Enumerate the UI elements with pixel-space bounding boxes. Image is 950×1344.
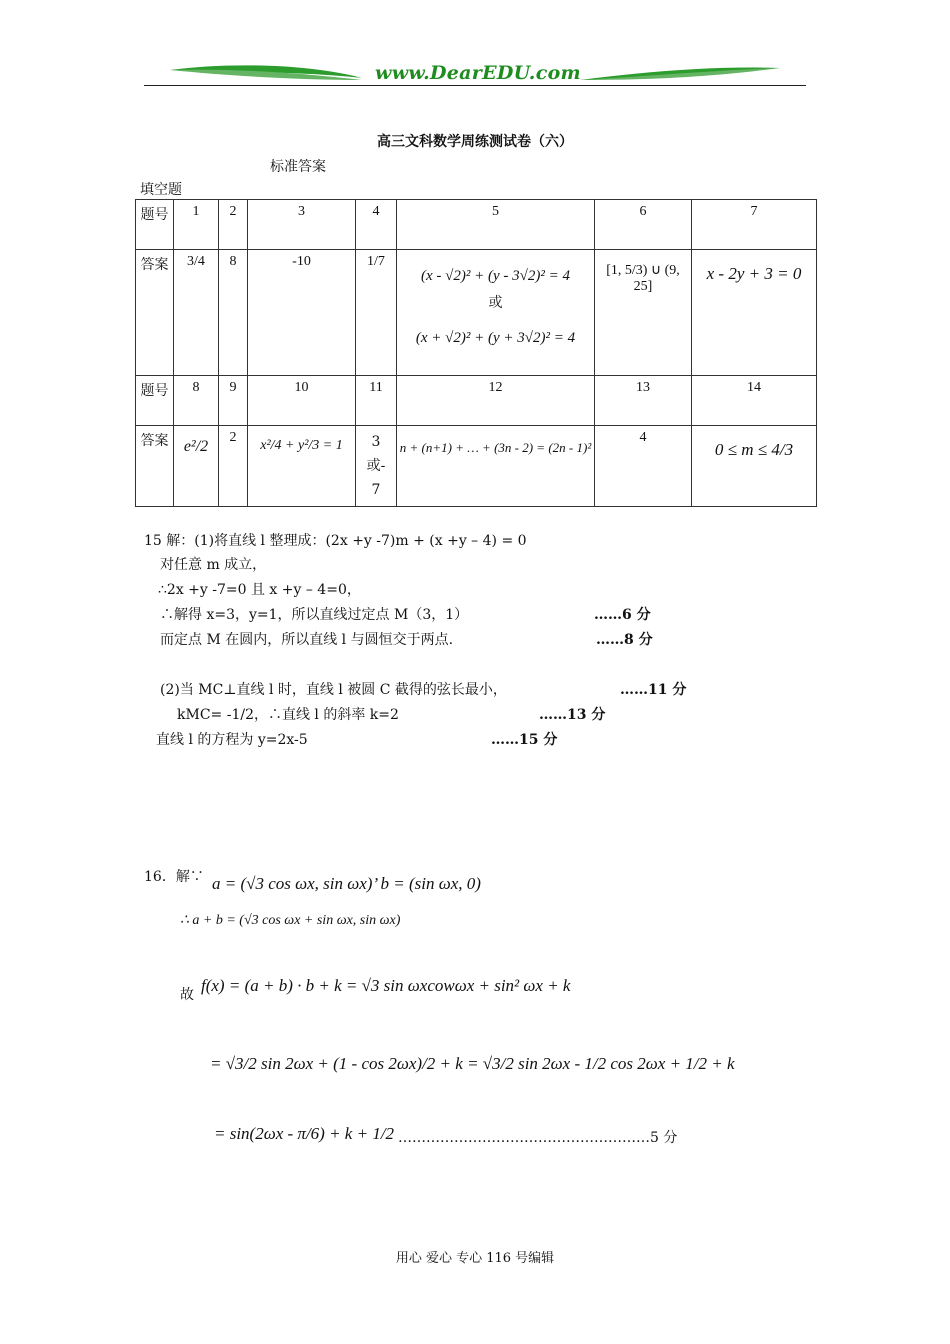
cell-number: 12: [397, 376, 595, 426]
q16-line-4-math: = √3/2 sin 2ωx + (1 - cos 2ωx)/2 + k = √3/2 sin 2ωx - 1/2 cos 2ωx + 1/2 + k: [210, 1054, 735, 1073]
q16-line-2: ∴ a + b = (√3 cos ωx + sin ωx, sin ωx): [180, 913, 401, 928]
answer-5-line2: (x + √2)² + (y + 3√2)² = 4: [415, 330, 576, 346]
logo-text[interactable]: www.DearEDU.com: [375, 62, 581, 84]
table-row: [136, 200, 817, 250]
q15-line-6: (2)当 MC⊥直线 l 时，直线 l 被圆 C 截得的弦长最小，: [160, 682, 507, 698]
cell-answer: -10: [248, 250, 356, 376]
cell-number: 14: [692, 376, 817, 426]
q16-score-5: ………………………………………………5 分: [398, 1130, 678, 1146]
row-label-answer: 答案: [136, 250, 174, 376]
cell-number: 2: [219, 200, 248, 250]
answer-11-bot: 7: [371, 482, 381, 498]
q15-score-15: ……15 分: [491, 732, 558, 748]
cell-number: 1: [174, 200, 219, 250]
cell-answer: 3/4: [174, 250, 219, 376]
q15-score-11: ……11 分: [620, 682, 687, 698]
cell-answer-7: x - 2y + 3 = 0: [692, 250, 817, 376]
subtitle: 标准答案: [270, 159, 326, 175]
q16-line-1-math: a = (√3 cos ωx, sin ωx)’ b = (sin ωx, 0): [212, 874, 481, 893]
table-row: [136, 250, 817, 376]
table-row: [136, 376, 817, 426]
q15-score-13: ……13 分: [539, 707, 606, 723]
cell-answer-9: 2: [219, 426, 248, 507]
cell-number: 11: [356, 376, 397, 426]
q15-line-2: 对任意 m 成立，: [160, 557, 267, 573]
cell-answer-10: x²/4 + y²/3 = 1: [248, 426, 356, 507]
cell-number: 3: [248, 200, 356, 250]
q15-line-5: 而定点 M 在圆内，所以直线 l 与圆恒交于两点.: [160, 632, 454, 648]
q15-line-1: 15 解：(1)将直线 l 整理成：(2x +y -7)m + (x +y – 4) = 0: [144, 533, 527, 549]
answer-table: [135, 199, 817, 507]
q16-line-5-math: = sin(2ωx - π/6) + k + 1/2: [214, 1124, 395, 1143]
cell-answer-6: [1, 5/3) ∪ (9, 25]: [595, 250, 692, 376]
q16-line-3-prefix: 故: [180, 987, 194, 1003]
q15-line-3: ∴2x +y -7=0 且 x +y – 4=0，: [158, 582, 361, 598]
q15-line-7: kMC= -1/2，∴直线 l 的斜率 k=2: [177, 707, 399, 723]
cell-answer-13: 4: [595, 426, 692, 507]
header-rule: [144, 85, 806, 86]
q15-score-6: ……6 分: [594, 607, 651, 623]
cell-answer-12: n + (n+1) + … + (3n - 2) = (2n - 1)²: [397, 426, 595, 507]
cell-answer-11: [356, 426, 397, 507]
cell-number: 7: [692, 200, 817, 250]
cell-number: 13: [595, 376, 692, 426]
answer-11-top: 3: [371, 434, 381, 450]
cell-answer: 1/7: [356, 250, 397, 376]
answer-5-line1: (x - √2)² + (y - 3√2)² = 4: [421, 268, 570, 284]
section-label: 填空题: [140, 182, 182, 198]
row-label-answer: 答案: [136, 426, 174, 507]
cell-number: 4: [356, 200, 397, 250]
header-logo: [140, 58, 810, 92]
q15-line-4: ∴解得 x=3，y=1，所以直线过定点 M（3，1）: [160, 607, 469, 623]
footer: 用心 爱心 专心 116 号编辑: [395, 1251, 555, 1266]
cell-number: 8: [174, 376, 219, 426]
q15-score-8: ……8 分: [596, 632, 653, 648]
table-row: [136, 426, 817, 507]
q16-line-3-math: f(x) = (a + b) · b + k = √3 sin ωxcowωx + sin² ωx + k: [201, 976, 571, 995]
cell-answer: 8: [219, 250, 248, 376]
page-title: 高三文科数学周练测试卷（六）: [377, 134, 573, 150]
answer-5-or: 或: [488, 295, 503, 311]
row-label-number: 题号: [136, 376, 174, 426]
cell-answer-5: [397, 250, 595, 376]
cell-number: 5: [397, 200, 595, 250]
cell-answer-8: e²/2: [174, 426, 219, 507]
cell-number: 9: [219, 376, 248, 426]
row-label-number: 题号: [136, 200, 174, 250]
cell-answer-14: 0 ≤ m ≤ 4/3: [692, 426, 817, 507]
q15-line-8: 直线 l 的方程为 y=2x-5: [156, 732, 308, 748]
cell-number: 6: [595, 200, 692, 250]
cell-number: 10: [248, 376, 356, 426]
q16-line-1-prefix: 16．解∵: [144, 869, 204, 885]
answer-11-mid: 或-: [366, 458, 386, 474]
